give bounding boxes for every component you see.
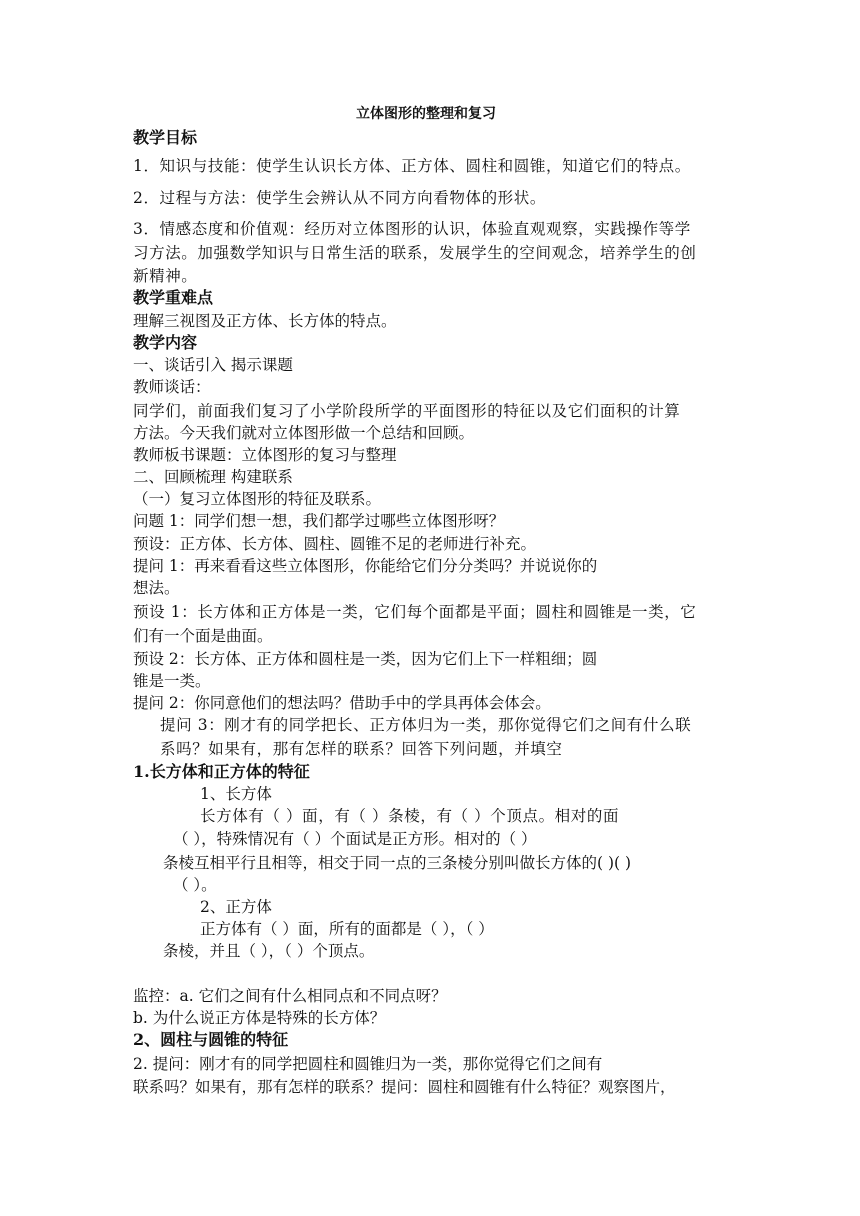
paragraph-line: 预设 2：长方体、正方体和圆柱是一类，因为它们上下一样粗细；圆 bbox=[133, 650, 598, 668]
paragraph-line: 预设 1：长方体和正方体是一类，它们每个面都是平面；圆柱和圆锥是一类，它 bbox=[133, 603, 697, 621]
section-heading: 教学内容 bbox=[133, 333, 198, 352]
section-heading: 2、圆柱与圆锥的特征 bbox=[133, 1030, 289, 1049]
paragraph-line: 教师谈话： bbox=[133, 378, 211, 396]
paragraph-line: 3．情感态度和价值观：经历对立体图形的认识，体验直观观察，实践操作等学 bbox=[133, 220, 691, 238]
section-heading: 教学重难点 bbox=[133, 288, 214, 307]
paragraph-line: 提问 1：再来看看这些立体图形，你能给它们分分类吗？并说说你的 bbox=[133, 557, 598, 575]
paragraph-line: 联系吗？如果有，那有怎样的联系？提问：圆柱和圆锥有什么特征？观察图片， bbox=[133, 1078, 676, 1096]
paragraph-line: b. 为什么说正方体是特殊的长方体？ bbox=[133, 1009, 386, 1027]
paragraph-line: 理解三视图及正方体、长方体的特点。 bbox=[133, 312, 397, 330]
paragraph-line: 提问 3：刚才有的同学把长、正方体归为一类，那你觉得它们之间有什么联 bbox=[160, 716, 692, 734]
paragraph-line: 二、回顾梳理 构建联系 bbox=[133, 468, 293, 486]
paragraph-line: 方法。今天我们就对立体图形做一个总结和回顾。 bbox=[133, 424, 475, 442]
subsection-heading: 2、正方体 bbox=[200, 898, 272, 916]
paragraph-line: 教师板书课题：立体图形的复习与整理 bbox=[133, 446, 397, 464]
paragraph-line: 提问 2：你同意他们的想法吗？借助手中的学具再体会体会。 bbox=[133, 694, 551, 712]
paragraph-line: 想法。 bbox=[133, 579, 180, 597]
paragraph-line: （一）复习立体图形的特征及联系。 bbox=[133, 490, 382, 508]
paragraph-line: 习方法。加强数学知识与日常生活的联系，发展学生的空间观念，培养学生的创 bbox=[133, 244, 697, 262]
paragraph-line: 2. 提问：刚才有的同学把圆柱和圆锥归为一类，那你觉得它们之间有 bbox=[133, 1055, 603, 1073]
paragraph-line: 问题 1：同学们想一想，我们都学过哪些立体图形呀？ bbox=[133, 512, 505, 530]
section-heading: 1.长方体和正方体的特征 bbox=[133, 762, 310, 781]
paragraph-line: （ ），特殊情况有（ ）个面试是正方形。相对的（ ） bbox=[173, 830, 537, 848]
paragraph-line: 一、谈话引入 揭示课题 bbox=[133, 356, 293, 374]
paragraph-line: 系吗？如果有，那有怎样的联系？回答下列问题，并填空 bbox=[160, 740, 563, 758]
paragraph-line: 正方体有（ ）面，所有的面都是（ ），（ ） bbox=[200, 920, 494, 938]
subsection-heading: 1、长方体 bbox=[200, 785, 272, 803]
paragraph-line: 预设：正方体、长方体、圆柱、圆锥不足的老师进行补充。 bbox=[133, 535, 537, 553]
section-heading: 教学目标 bbox=[133, 128, 198, 147]
paragraph-line: 2．过程与方法：使学生会辨认从不同方向看物体的形状。 bbox=[133, 189, 546, 207]
paragraph-line: 条棱，并且（ ），（ ）个顶点。 bbox=[163, 942, 375, 960]
paragraph-line: 们有一个面是曲面。 bbox=[133, 627, 273, 645]
paragraph-line: 1．知识与技能：使学生认识长方体、正方体、圆柱和圆锥，知道它们的特点。 bbox=[133, 157, 691, 175]
paragraph-line: 同学们，前面我们复习了小学阶段所学的平面图形的特征以及它们面积的计算 bbox=[133, 402, 681, 420]
paragraph-line: 长方体有（ ）面，有（ ）条棱，有（ ）个顶点。相对的面 bbox=[200, 807, 620, 825]
paragraph-line: 新精神。 bbox=[133, 267, 198, 285]
paragraph-line: 监控：a. 它们之间有什么相同点和不同点呀？ bbox=[133, 987, 447, 1005]
paragraph-line: （ ）。 bbox=[173, 876, 217, 894]
document-title: 立体图形的整理和复习 bbox=[356, 106, 496, 122]
paragraph-line: 条棱互相平行且相等，相交于同一点的三条棱分别叫做长方体的( )( ) bbox=[163, 854, 632, 872]
paragraph-line: 锥是一类。 bbox=[133, 672, 211, 690]
